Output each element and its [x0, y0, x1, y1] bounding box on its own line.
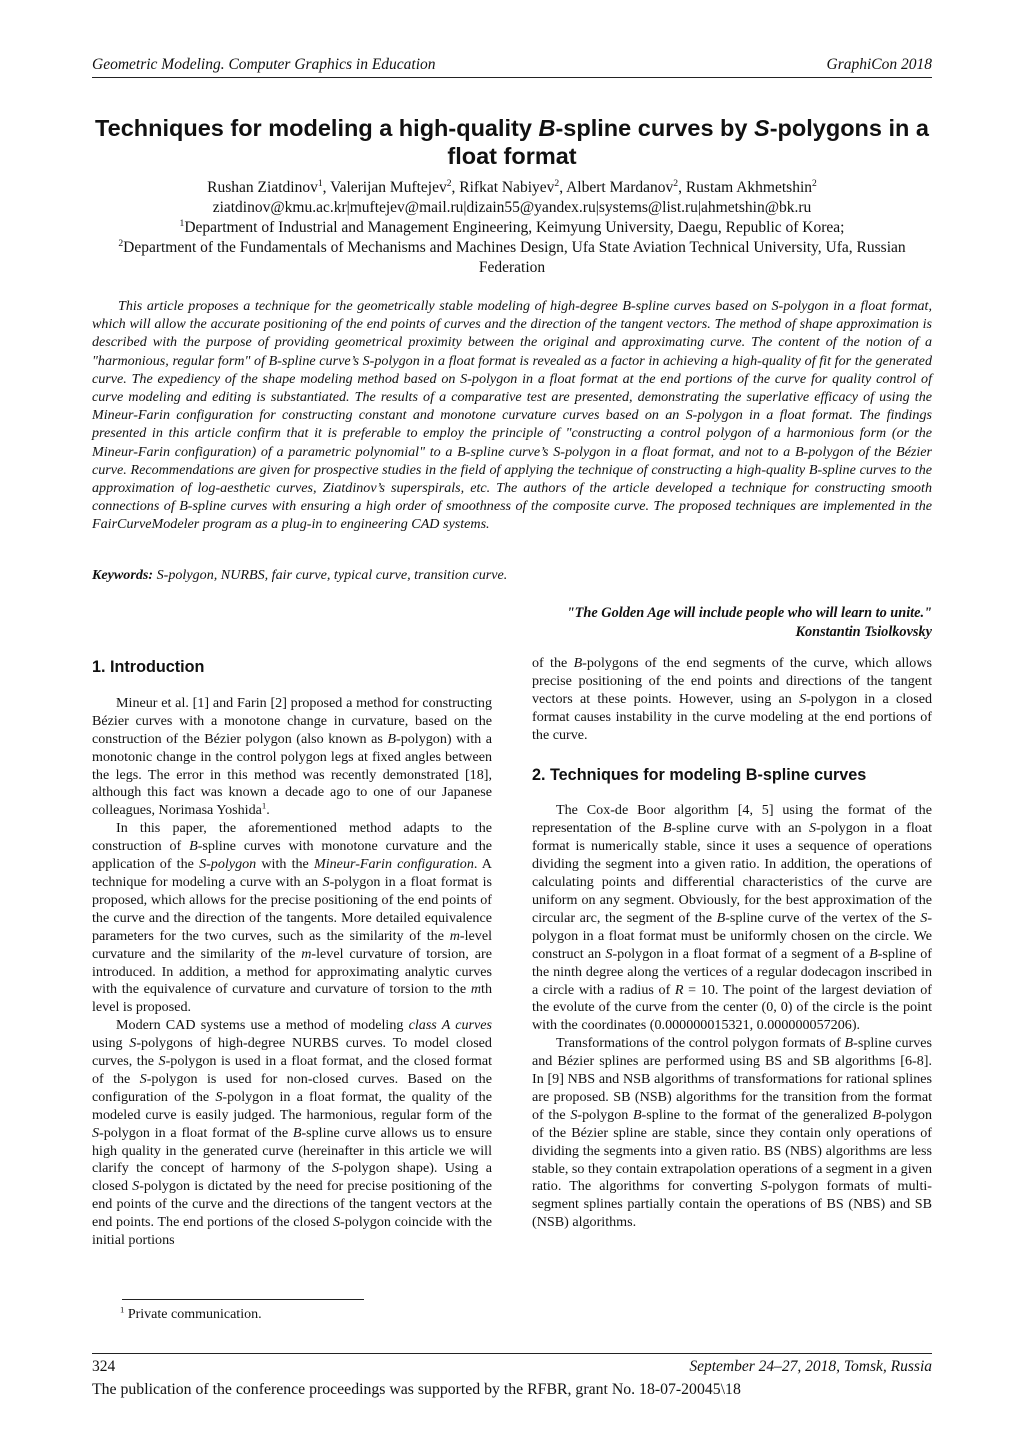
grant-note: The publication of the conference proceedings was supported by the RFBR, grant No. 18-07-20045\18 [92, 1381, 741, 1398]
abstract-text: This article proposes a technique for the geometrically stable modeling of high-degree B-spline curves based on S-polygon in a float format, which will allow the accurate positioning of the end points of curves and the direction of the tangent vectors. The method of shape approximation is described with the purpose of providing geometrical proximity between the original and approximating curve. The content of the notion of a "harmonious, regular form" of B-spline curve’s S-polygon in a float format is revealed as a factor in achieving a high-quality of fit for the generated curve. The expediency of the shape modeling method based on S-polygon in a float format at the end portions of the curve for quality control of curve modeling and editing is substantiated. The results of a comparative test are presented, demonstrating the superlative efficacy of using the Mineur-Farin configuration for constructing constant and monotone curvature curves based on an S-polygon in a float format. The findings presented in this article confirm that it is preferable to employ the principle of "constructing a control polygon of a harmonious form (or the Mineur-Farin configuration) of a parametric polynomial" to a B-spline curve’s S-polygon in a float format, and not to a B-polygon of the Bézier curve. Recommendations are given for prospective studies in the field of applying the technique of constructing a high-quality B-spline curves to the approximation of log-aesthetic curves, Ziatdinov’s superspirals, etc. The authors of the article developed a technique for constructing smooth connections of B-spline curves with ensuring a high order of smoothness of the composite curve. The proposed techniques are implemented in the FairCurveModeler program as a plug-in to engineering CAD systems. [92, 298, 932, 533]
section-1-heading: 1. Introduction [92, 658, 205, 676]
column-left [92, 655, 492, 1250]
keywords [92, 567, 932, 584]
footnote-ref: 1 [261, 800, 267, 811]
author-5-sup: 2 [812, 177, 817, 189]
running-header-right: GraphiCon 2018 [826, 56, 932, 73]
affiliation-2-sup: 2 [118, 237, 124, 249]
running-header-left: Geometric Modeling. Computer Graphics in Education [92, 56, 436, 73]
affiliation-2-text: Department of the Fundamentals of Mechanisms and Machines Design, Ufa State Aviation Technical University, Ufa, Russian Federation [123, 239, 906, 276]
footnote-rule [122, 1299, 364, 1300]
emails-line: ziatdinov@kmu.ac.kr|muftejev@mail.ru|dizain55@yandex.ru|systems@list.ru|ahmetshin@bk.ru [212, 199, 812, 216]
affiliation-1-sup: 1 [179, 217, 185, 229]
epigraph-quote: "The Golden Age will include people who will learn to unite." [566, 605, 932, 621]
intro-paragraph-3: Modern CAD systems use a method of modeling class A curves using S-polygons of high-degree NURBS curves. To model closed curves, the S-polygon is used in a float format, and the closed format of the S-polygon is used for non-closed curves. Based on the configuration of the S-polygon in a float format, the quality of the modeled curve is easily judged. The harmonious, regular form of the S-polygon in a float format of the B-spline curve allows us to ensure high quality in the generated curve (hereinafter in this article we will clarify the concept of harmony of the S-polygon shape). Using a closed S-polygon is dictated by the need for precise positioning of the end points of the curve and the directions of the tangent vectors at the end points. The end portions of the closed S-polygon coincide with the initial portions [92, 1017, 493, 1249]
epigraph [532, 604, 932, 641]
author-1-sup: 1 [317, 177, 323, 189]
footnote-text: Private communication. [124, 1307, 262, 1322]
conference-dates: September 24–27, 2018, Tomsk, Russia [689, 1358, 932, 1375]
header-rule [92, 77, 932, 78]
intro-paragraph-1: Mineur et al. [1] and Farin [2] proposed a method for constructing Bézier curves with a monotone change in curvature, based on the construction of the Bézier polygon (also known as B-polygon) with a monotonic change in the control polygon legs at fixed angles between the legs. The error in this method was recently demonstrated [18], although this fact was known a decade ago to one of our Japanese colleagues, Norimasa Yoshida$^1$. [92, 694, 492, 819]
section-2-heading: 2. Techniques for modeling B-spline curves [532, 765, 867, 784]
intro-paragraph-4: of the B-polygons of the end segments of the curve, which allows precise positioning of the end points and directions of the tangent vectors at these points. However, using an S-polygon in a closed format causes instability in the curve modeling at the end portions of the curve. [532, 655, 932, 743]
author-2: , Valerijan Muftejev [322, 179, 447, 196]
title-italic-s: S [754, 115, 770, 141]
affiliation-1-text: Department of Industrial and Management Engineering, Keimyung University, Daegu, Republic of Korea; [184, 219, 845, 236]
authors-line [82, 178, 942, 198]
section-2-paragraph-2: Transformations of the control polygon formats of B-spline curves and Bézier splines are performed using BS and SB algorithms [6-8]. In [9] NBS and NSB algorithms of transformations for rational splines are proposed. SB (NSB) algorithms for the transition from the format of the S-polygon B-spline to the format of the generalized B-polygon of the Bézier spline are stable, since they contain only operations of dividing the segments into a given ratio. BS (NBS) algorithms are less stable, so they contain extrapolation operations of a segment in a given ratio. The algorithms for converting S-polygon formats of multi-segment splines partially contain the operations of BS (NBS) and SB (NSB) algorithms. [532, 1035, 932, 1231]
title-text-2: -spline curves by [555, 115, 755, 141]
author-5: , Rustam Akhmetshin [678, 179, 813, 196]
footnote [120, 1304, 262, 1323]
abstract [92, 297, 932, 534]
footer-rule [92, 1353, 932, 1354]
running-header [92, 56, 932, 74]
author-2-sup: 2 [446, 177, 452, 189]
section-2-paragraph-1: The Cox-de Boor algorithm [4, 5] using the format of the representation of the B-spline curve with an S-polygon in a float format is numerically stable, since it uses a sequence of operations dividing the segment into a given ratio. In addition, the operations of calculating points and differential characteristics of the curve are uniform on any segment. Obviously, for the best approximation of the circular arc, the segment of the B-spline curve of the vertex of the S-polygon in a float format must be uniformly chosen on the circle. We construct an S-polygon in a float format of a segment of a B-spline of the ninth degree along the vertices of a regular dodecagon inscribed in a circle with a radius of R = 10. The point of the largest deviation of the evolute of the curve from the center (0, 0) of the circle is the point with the coordinates (0.000000015321, 0.000000057206). [532, 802, 933, 1034]
footnote-sup: 1 [120, 1304, 125, 1315]
author-1: Rushan Ziatdinov [207, 179, 318, 196]
author-4: , Albert Mardanov [559, 179, 674, 196]
title-text-3: -polygons in a float format [447, 115, 929, 169]
intro-paragraph-2: In this paper, the aforementioned method adapts to the construction of B-spline curves with monotone curvature and the application of the S-polygon with the Mineur-Farin configuration. A technique for modeling a curve with an S-polygon in a float format is proposed, which allows for the precise positioning of the end points of the curve and the direction of the tangents. More detailed equivalence parameters for the two curves, such as the similarity of the m-level curvature and the similarity of the m-level curvature of torsion, are introduced. In addition, a method for approximating analytic curves with the equivalence of curvature and curvature of torsion to the mth level is proposed. [92, 820, 492, 1016]
author-4-sup: 2 [673, 177, 679, 189]
author-block [82, 178, 942, 278]
keywords-text: S-polygon, NURBS, fair curve, typical curve, transition curve. [153, 567, 508, 583]
page-footer [92, 1358, 932, 1376]
title-italic-b: B [538, 115, 556, 141]
column-right [532, 655, 932, 1232]
paper-title [92, 114, 932, 170]
title-text-1: Techniques for modeling a high-quality [95, 115, 539, 141]
author-3: , Rifkat Nabiyev [451, 179, 555, 196]
page-number: 324 [92, 1358, 116, 1375]
epigraph-author: Konstantin Tsiolkovsky [795, 623, 932, 640]
author-3-sup: 2 [554, 177, 560, 189]
keywords-label: Keywords: [92, 567, 154, 583]
affiliation-2 [82, 238, 942, 278]
affiliation-1 [82, 218, 942, 238]
